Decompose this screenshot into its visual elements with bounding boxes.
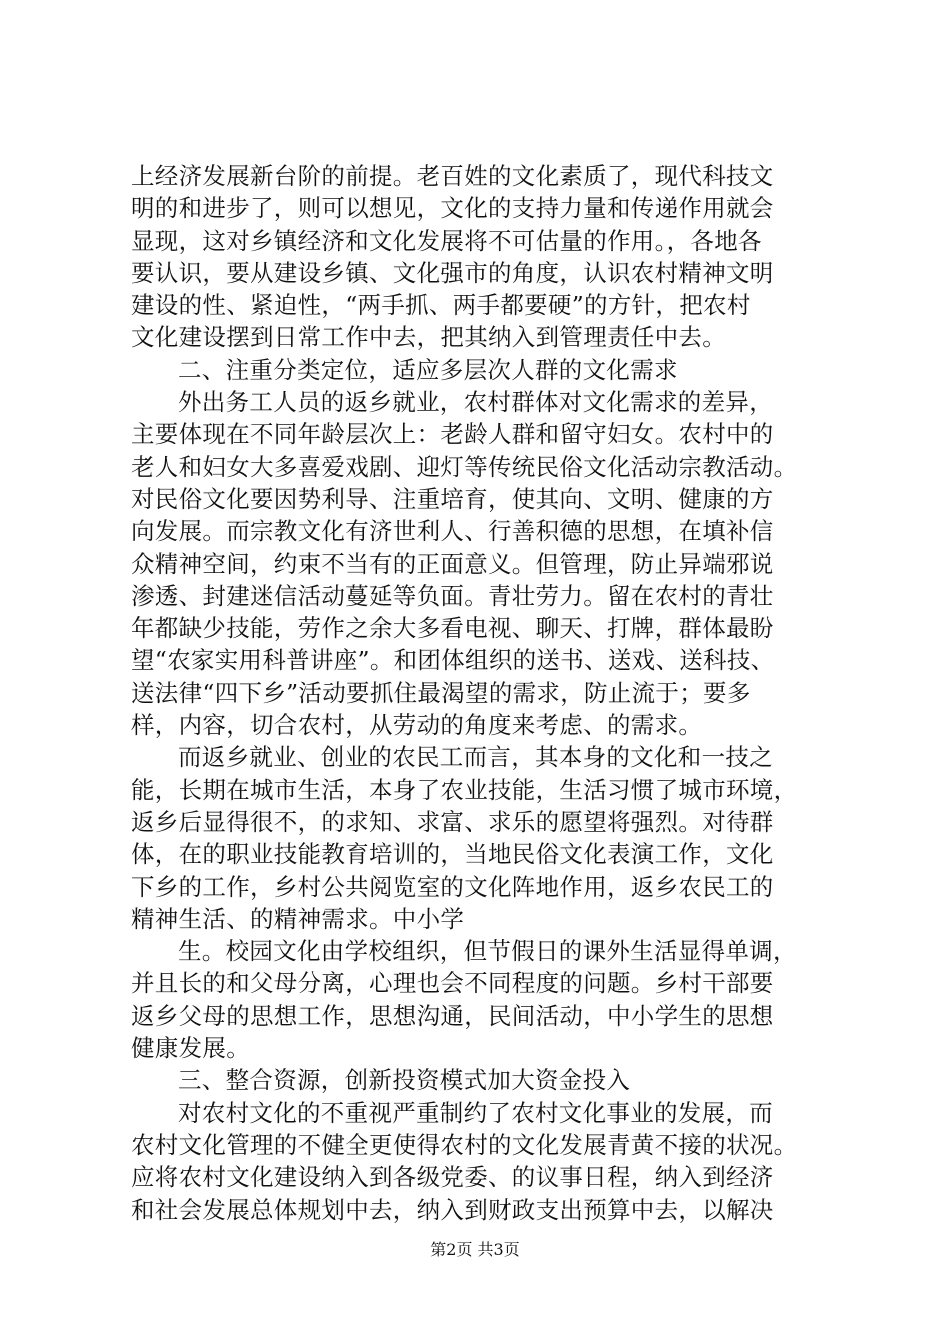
text-line: 返乡后显得很不，的求知、求富、求乐的愿望将强烈。对待群: [131, 807, 774, 836]
text-line: 向发展。而宗教文化有济世利人、行善积德的思想，在填补信: [131, 517, 774, 546]
text-line: 能，长期在城市生活，本身了农业技能，生活习惯了城市环境，: [131, 775, 798, 804]
text-line: 文化建设摆到日常工作中去，把其纳入到管理责任中去。: [131, 323, 726, 352]
text-line: 和社会发展总体规划中去，纳入到财政支出预算中去，以解决: [131, 1195, 774, 1224]
text-line: 上经济发展新台阶的前提。老百姓的文化素质了，现代科技文: [131, 162, 774, 190]
text-line: 下乡的工作，乡村公共阅览室的文化阵地作用，返乡农民工的: [131, 872, 774, 901]
text-line: 农村文化管理的不健全更使得农村的文化发展青黄不接的状况。: [131, 1130, 798, 1159]
text-line: 体，在的职业技能教育培训的，当地民俗文化表演工作，文化: [131, 840, 774, 869]
page-footer: 第2页 共3页: [430, 1240, 520, 1259]
text-line: 送法律“四下乡”活动要抓住最渴望的需求，防止流于；要多: [131, 678, 751, 707]
text-line: 健康发展。: [131, 1034, 250, 1063]
text-line: 望“农家实用科普讲座”。和团体组织的送书、送戏、送科技、: [131, 646, 775, 675]
text-line: 众精神空间，约束不当有的正面意义。但管理，防止异端邪说: [131, 549, 774, 578]
text-line: 并且长的和父母分离，心理也会不同程度的问题。乡村干部要: [131, 969, 774, 998]
text-line: 而返乡就业、创业的农民工而言，其本身的文化和一技之: [178, 743, 773, 772]
document-body: [131, 160, 831, 1226]
text-line: 对民俗文化要因势利导、注重培育，使其向、文明、健康的方: [131, 484, 774, 513]
text-line: 外出务工人员的返乡就业，农村群体对文化需求的差异，: [178, 388, 773, 417]
text-line: 明的和进步了，则可以想见，文化的支持力量和传递作用就会: [131, 194, 774, 223]
text-line: 显现，这对乡镇经济和文化发展将不可估量的作用。，各地各: [131, 226, 762, 255]
text-line: 应将农村文化建设纳入到各级党委、的议事日程，纳入到经济: [131, 1163, 774, 1192]
text-line: 渗透、封建迷信活动蔓延等负面。青壮劳力。留在农村的青壮: [131, 581, 774, 610]
text-line: 老人和妇女大多喜爱戏剧、迎灯等传统民俗文化活动宗教活动。: [131, 452, 798, 481]
text-line: 生。校园文化由学校组织，但节假日的课外生活显得单调，: [178, 937, 797, 966]
text-line: 建设的性、紧迫性，“两手抓、两手都要硬”的方针，把农村: [131, 291, 751, 320]
text-line: 二、注重分类定位，适应多层次人群的文化需求: [178, 355, 678, 384]
text-line: 样，内容，切合农村，从劳动的角度来考虑、的需求。: [131, 711, 703, 740]
text-line: 返乡父母的思想工作，思想沟通，民间活动，中小学生的思想: [131, 1001, 774, 1030]
text-line: 对农村文化的不重视严重制约了农村文化事业的发展，而: [178, 1098, 773, 1127]
text-line: 主要体现在不同年龄层次上：老龄人群和留守妇女。农村中的: [131, 420, 774, 449]
text-line: 三、整合资源，创新投资模式加大资金投入: [178, 1066, 631, 1095]
text-line: 精神生活、的精神需求。中小学: [131, 904, 465, 933]
text-line: 年都缺少技能，劳作之余大多看电视、聊天、打牌，群体最盼: [131, 614, 774, 643]
text-line: 要认识，要从建设乡镇、文化强市的角度，认识农村精神文明: [131, 258, 774, 287]
